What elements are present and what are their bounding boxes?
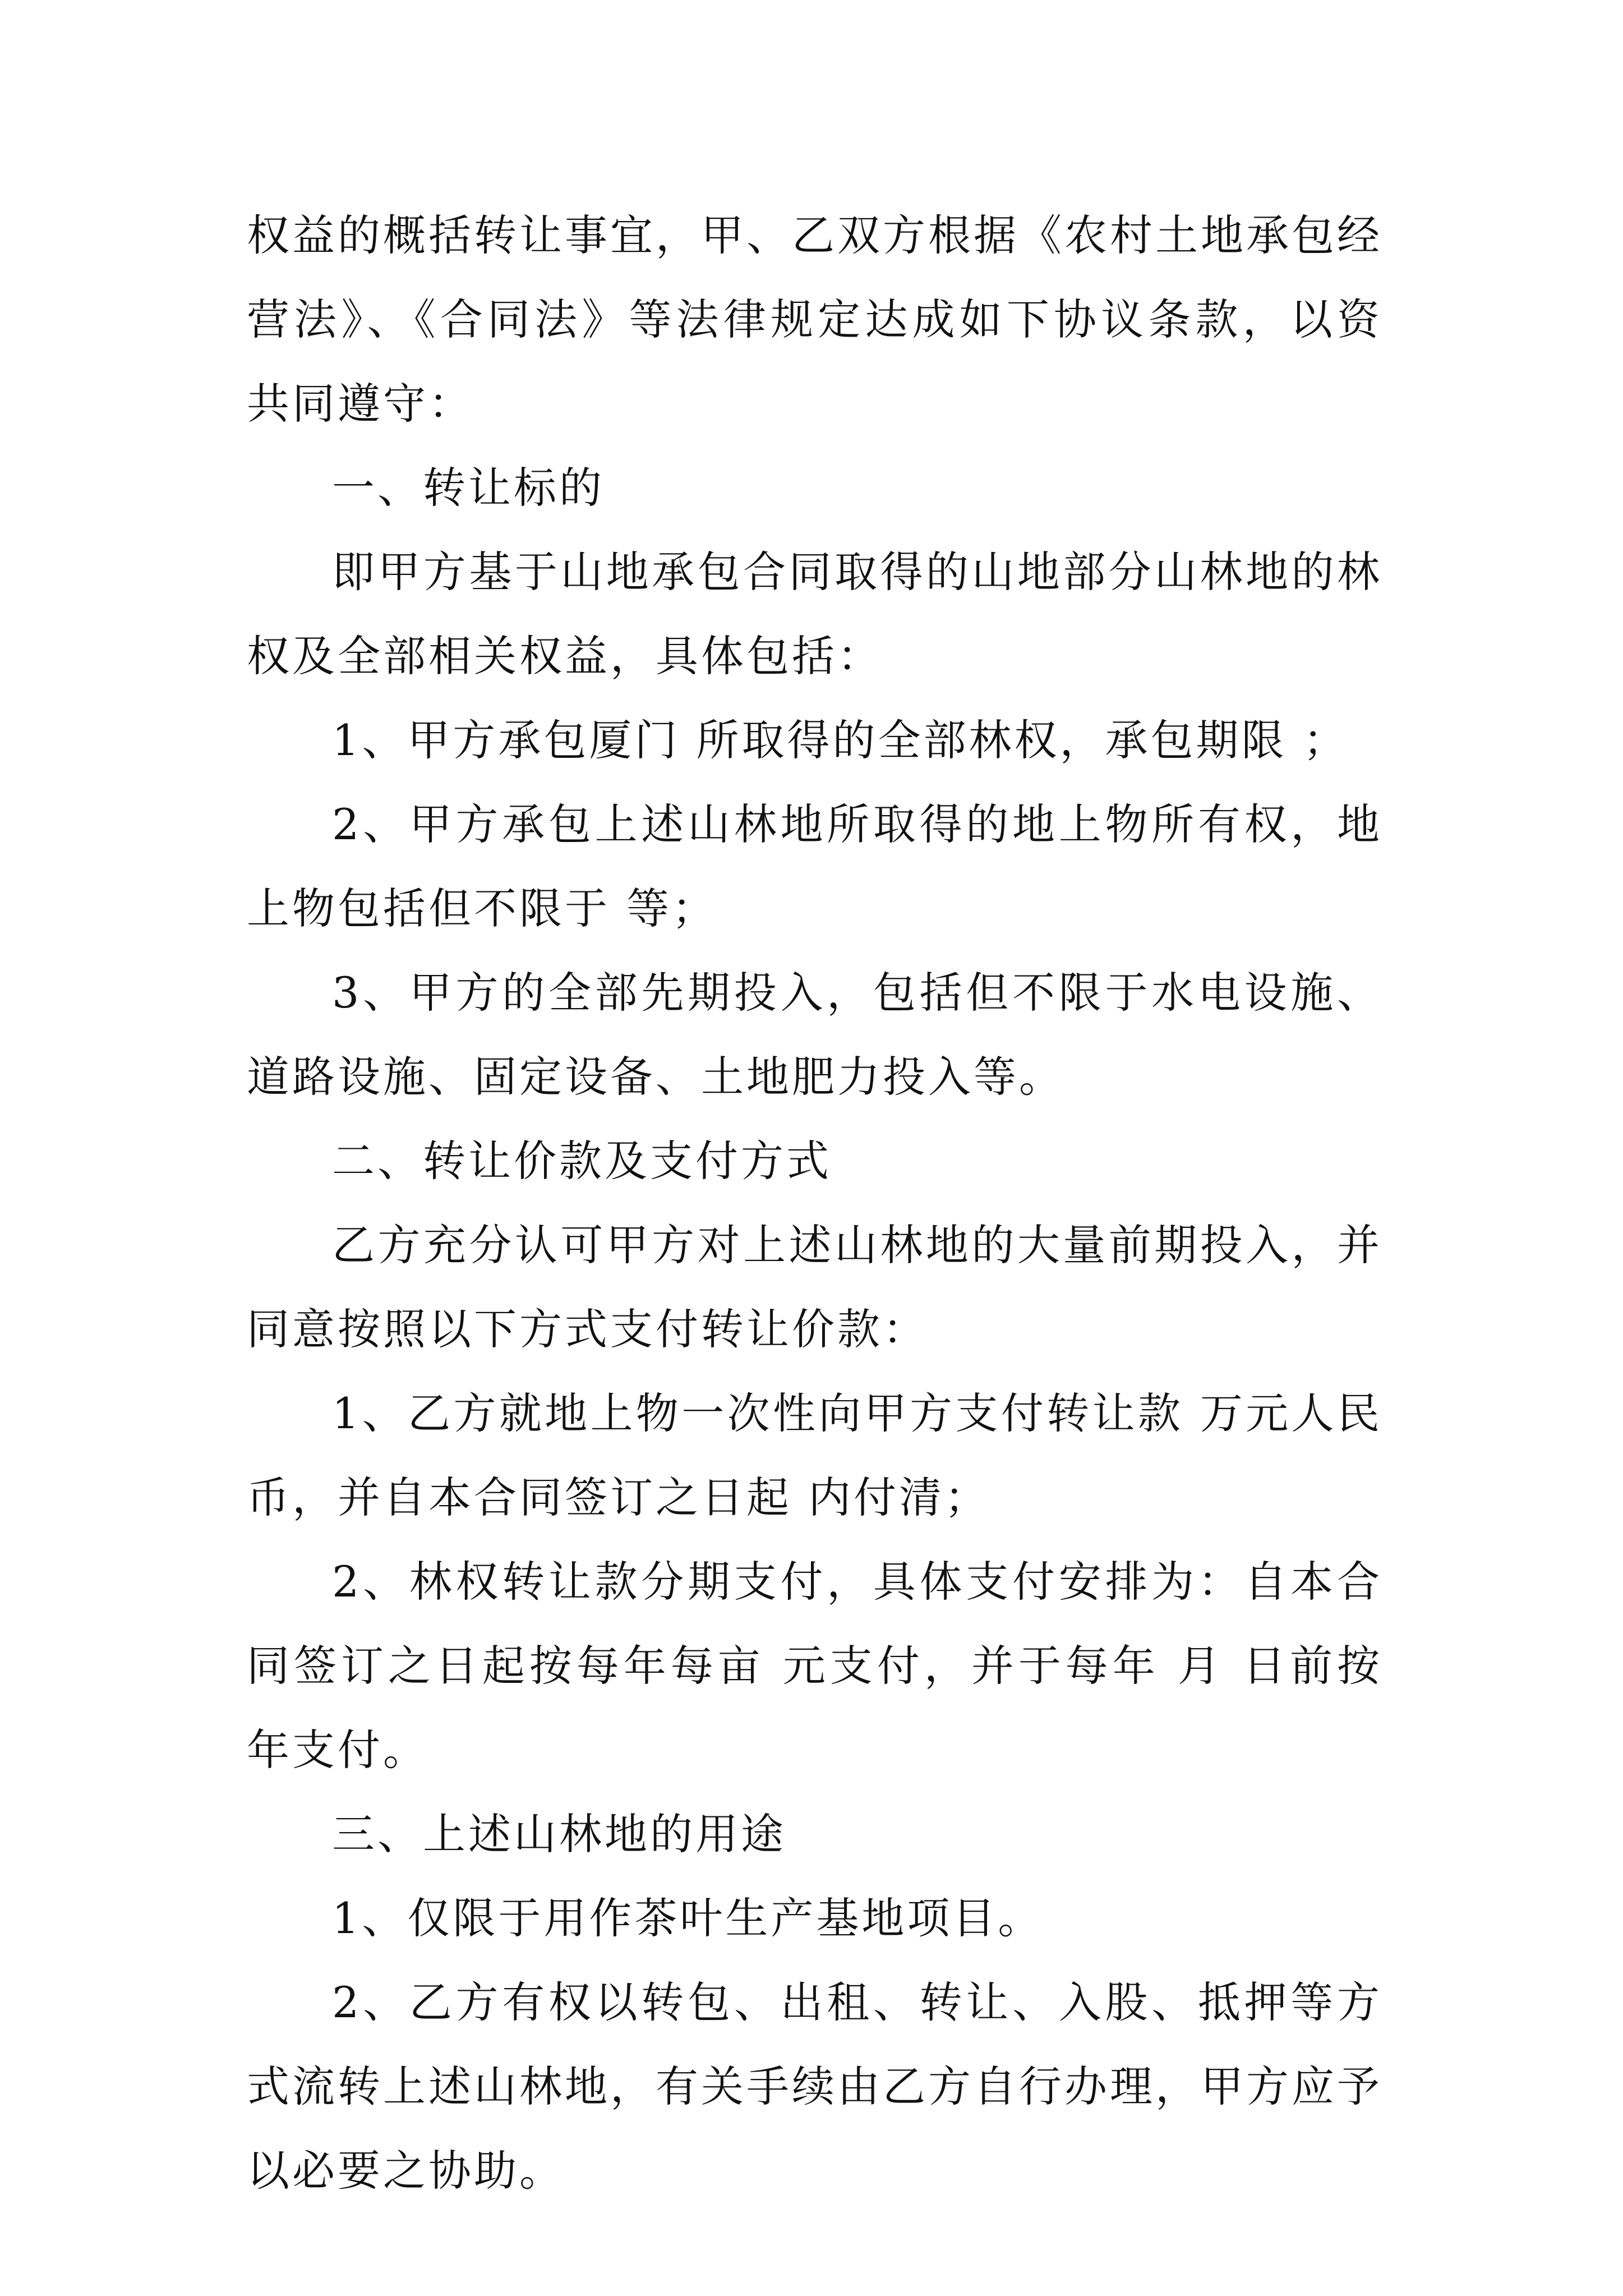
land-use-clause-2: 2、乙方有权以转包、出租、转让、入股、抵押等方式流转上述山林地，有关手续由乙方自行办理，甲方应予以必要之协助。: [247, 1977, 1382, 2196]
heading-transfer-subject: 一、转让标的: [332, 463, 605, 513]
heading-land-use: 三、上述山林地的用途: [332, 1809, 786, 1859]
payment-clause-2: 2、林权转让款分期支付，具体支付安排为：自本合同签订之日起按每年每亩 元支付，并于每年 月 日前按年支付。: [247, 1557, 1382, 1775]
land-use-clause-1: 1、仅限于用作茶叶生产基地项目。: [332, 1893, 1044, 1943]
payment-clause-1: 1、乙方就地上物一次性向甲方支付转让款 万元人民币，并自本合同签订之日起 内付清；: [247, 1388, 1382, 1522]
clause-2-ground-property: 2、甲方承包上述山林地所取得的地上物所有权，地上物包括但不限于 等；: [247, 799, 1382, 933]
heading-price-and-payment: 二、转让价款及支付方式: [332, 1136, 832, 1186]
paragraph-transfer-subject: 即甲方基于山地承包合同取得的山地部分山林地的林权及全部相关权益，具体包括：: [247, 547, 1382, 681]
clause-3-prior-investment: 3、甲方的全部先期投入，包括但不限于水电设施、道路设施、固定设备、土地肥力投入等。: [247, 968, 1382, 1102]
document-body: [247, 194, 1382, 2213]
clause-1-forest-rights: 1、甲方承包厦门 所取得的全部林权，承包期限 ；: [332, 715, 1349, 765]
paragraph-price-and-payment: 乙方充分认可甲方对上述山林地的大量前期投入，并同意按照以下方式支付转让价款：: [247, 1220, 1382, 1354]
paragraph-intro-continued: 权益的概括转让事宜，甲、乙双方根据《农村土地承包经营法》、《合同法》等法律规定达成如下协议条款，以资共同遵守：: [247, 210, 1382, 429]
